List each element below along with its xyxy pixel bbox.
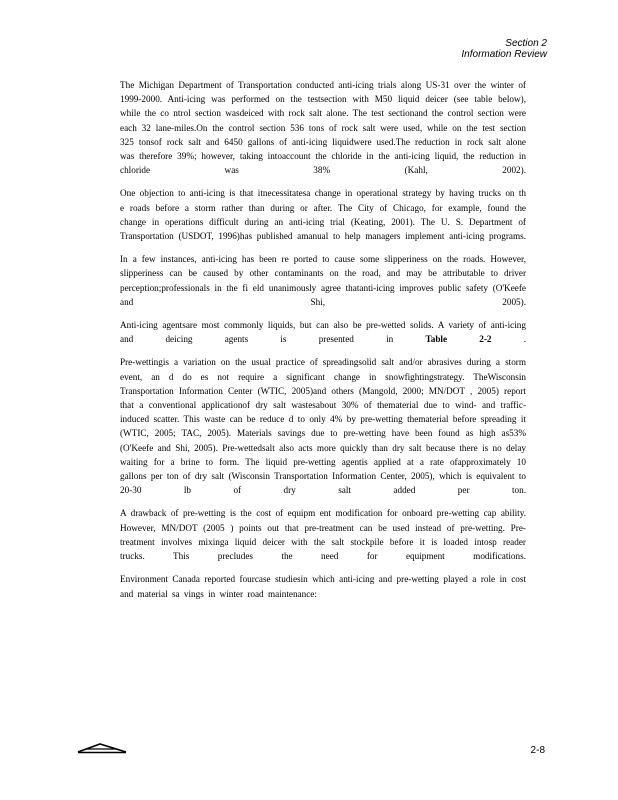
section-title: Information Review	[461, 49, 547, 60]
paragraph-slipperiness: In a few instances, anti-icing has been re ported to cause some slipperiness on the roads. However, slipperiness can be caused by other contaminants on the road, and may be attributable to driver perception;professionals in the fi eld unanimously agree thatanti-icing improves public safety (O'Keefe and Shi, 2005).	[120, 254, 526, 307]
paragraph-agents	[120, 318, 526, 346]
agents-text: Anti-icing agentsare most commonly liquids, but can also be pre-wetted solids. A variety of anti-icing and deicing agents is presented in	[120, 320, 526, 345]
paragraph-michigan-trials: The Michigan Department of Transportation conducted anti-icing trials along US-31 over the winter of 1999-2000. Anti-icing was performed on the testsection with M50 liquid deicer (see table below), while the co ntrol section wasdeiced with rock salt alone. The test sectionand the control section were each 32 lane-miles.On the control section 536 tons of rock salt were used, while on the test section 325 tonsof rock salt and 6450 gallons of anti-icing liquidwere used.The reduction in rock salt alone was therefore 39%; however, taking intoaccount the chloride in the anti-icing liquid, the reduction in chloride was 38% (Kahl, 2002).	[120, 80, 526, 176]
page-number: 2-8	[530, 745, 545, 756]
paragraph-environment-canada: Environment Canada reported fourcase studiesin which anti-icing and pre-wetting played a role in cost and material sa vings in winter road maintenance:	[120, 574, 526, 599]
triangle-logo-icon	[76, 741, 128, 759]
section-label: Section 2	[505, 38, 547, 49]
table-reference-link[interactable]: Table 2-2	[425, 334, 492, 345]
paragraph-pre-wetting: Pre-wettingis a variation on the usual practice of spreadingsolid salt and/or abrasives during a storm event, an d do es not require a significant change in snowfightingstrategy. TheWisconsin Transportation Information Center (WTIC, 2005)and others (Mangold, 2000; MN/DOT , 2005) report that a conventional applicationof dry salt wastesabout 30% of thematerial due to wind- and traffic-induced scatter. This waste can be reduce d to only 4% by pre-wetting thematerial before spreading it (WTIC, 2005; TAC, 2005). Materials savings due to pre-wetting have been found as high as53% (O'Keefe and Shi, 2005). Pre-wettedsalt also acts more quickly than dry salt because there is no delay waiting for a brine to form. The liquid pre-wetting agentis applied at a rate ofapproximately 10 gallons per ton of dry salt (Wisconsin Transportation Information Center, 2005), which is equivalent to 20-30 lb of dry salt added per ton.	[120, 357, 526, 496]
paragraph-drawback: A drawback of pre-wetting is the cost of equipm ent modification for onboard pre-wetting cap ability. However, MN/DOT (2005 ) points out that pre-treatment can be used instead of pre-wetting. Pre-treatment involves mixinga liquid deicer with the salt stockpile before it is loaded intosp reader trucks. This precludes the need for equipment modifications.	[120, 508, 526, 562]
agents-end: .	[523, 334, 526, 345]
page-header	[461, 38, 547, 60]
document-body	[120, 78, 526, 610]
paragraph-objection: One objection to anti-icing is that itnecessitatesa change in operational strategy by having trucks on th e roads before a storm rather than during or after. The City of Chicago, for example, found the change in operations difficult during an anti-icing trial (Keating, 2001). The U. S. Department of Transportation (USDOT, 1996)has published amanual to help managers implement anti-icing programs.	[120, 188, 526, 242]
